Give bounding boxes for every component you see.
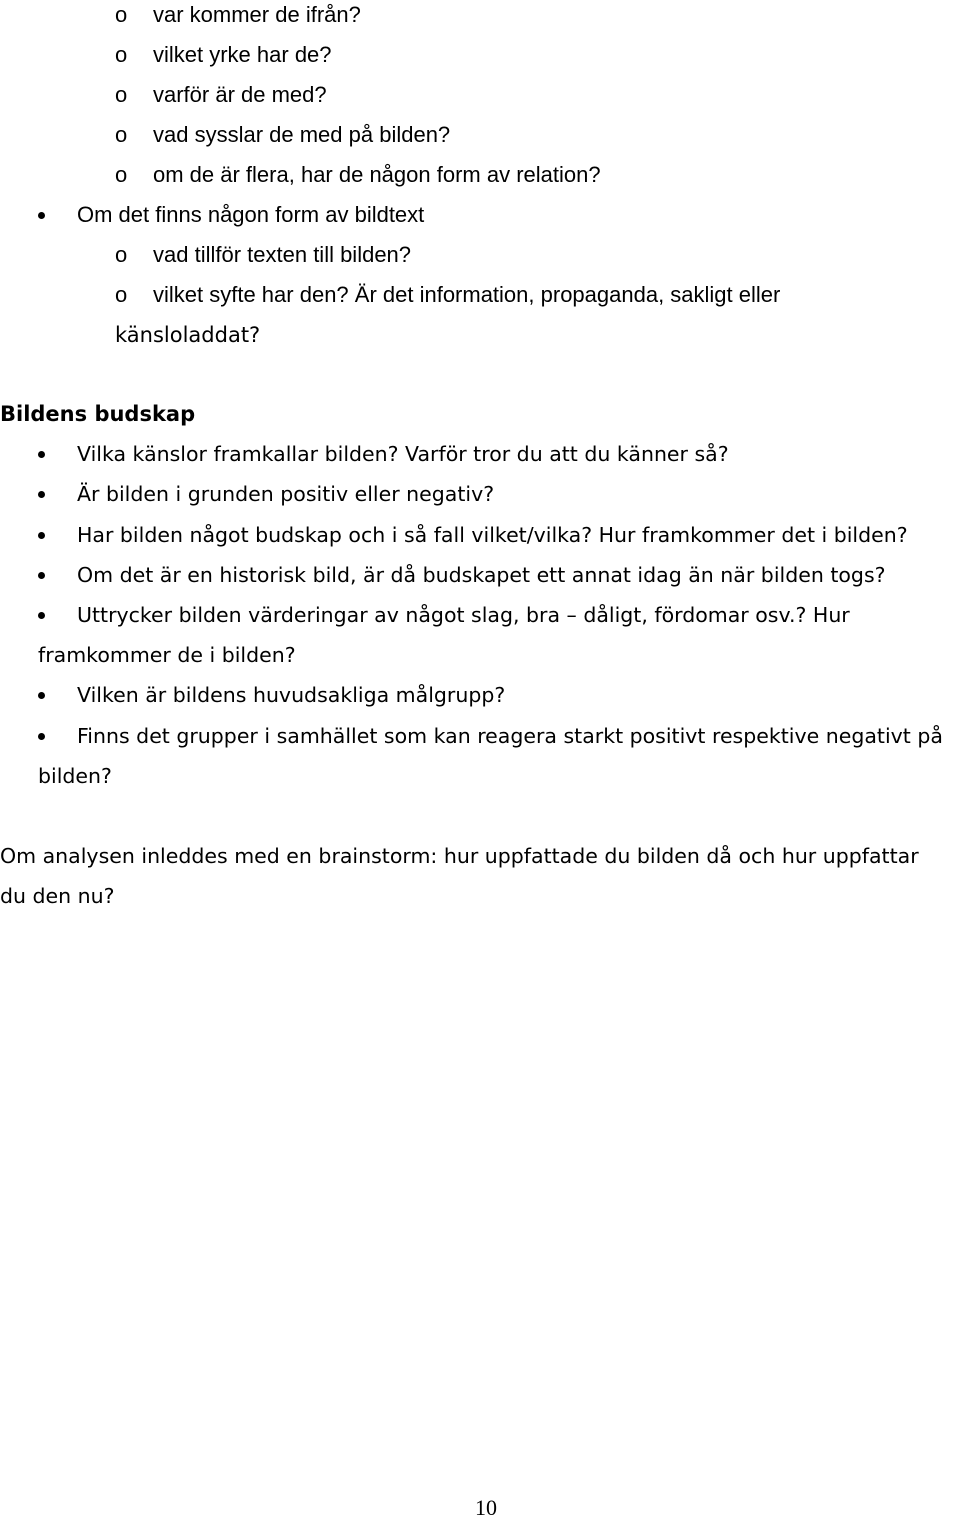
- bullet-dot-icon: [38, 491, 45, 498]
- bullet-text: Uttrycker bilden värderingar av något slag, bra – dåligt, fördomar osv.? Hur: [77, 603, 850, 627]
- bullet-text: Om det finns någon form av bildtext: [77, 202, 425, 227]
- list-item-text: om de är flera, har de någon form av relation?: [153, 162, 601, 187]
- list-item-text: vilket yrke har de?: [153, 42, 332, 67]
- list-marker: o: [115, 82, 128, 107]
- bullet-text: Finns det grupper i samhället som kan reagera starkt positivt respektive negativt på: [77, 724, 943, 748]
- bullet-text: Har bilden något budskap och i så fall vilket/vilka? Hur framkommer det i bilden?: [77, 523, 908, 547]
- list-marker: o: [115, 242, 128, 267]
- bullet-dot-icon: [38, 212, 45, 219]
- bullet-dot-icon: [38, 451, 45, 458]
- list-item-text: vilket syfte har den? Är det information, propaganda, sakligt eller: [153, 282, 781, 307]
- bullet-dot-icon: [38, 572, 45, 579]
- bullet-dot-icon: [38, 692, 45, 699]
- list-item-text: var kommer de ifrån?: [153, 2, 361, 27]
- bullet-dot-icon: [38, 612, 45, 619]
- section-heading: Bildens budskap: [0, 402, 196, 426]
- bullet-continuation: bilden?: [38, 764, 112, 788]
- list-item-text: vad sysslar de med på bilden?: [153, 122, 451, 147]
- list-item-continuation: känsloladdat?: [115, 323, 261, 347]
- list-marker: o: [115, 162, 128, 187]
- closing-paragraph-line: Om analysen inleddes med en brainstorm: hur uppfattade du bilden då och hur uppfattar: [0, 844, 919, 868]
- list-item-text: vad tillför texten till bilden?: [153, 242, 412, 267]
- bullet-text: Vilken är bildens huvudsakliga målgrupp?: [77, 683, 506, 707]
- list-marker: o: [115, 42, 128, 67]
- page-number: 10: [475, 1495, 497, 1520]
- list-marker: o: [115, 122, 128, 147]
- bullet-dot-icon: [38, 532, 45, 539]
- list-marker: o: [115, 2, 128, 27]
- list-item-text: varför är de med?: [153, 82, 327, 107]
- closing-paragraph-line: du den nu?: [0, 884, 115, 908]
- bullet-continuation: framkommer de i bilden?: [38, 643, 296, 667]
- bullet-text: Om det är en historisk bild, är då budskapet ett annat idag än när bilden togs?: [77, 563, 886, 587]
- bullet-text: Vilka känslor framkallar bilden? Varför tror du att du känner så?: [77, 442, 729, 466]
- bullet-dot-icon: [38, 733, 45, 740]
- bullet-text: Är bilden i grunden positiv eller negativ?: [77, 482, 495, 506]
- list-marker: o: [115, 282, 128, 307]
